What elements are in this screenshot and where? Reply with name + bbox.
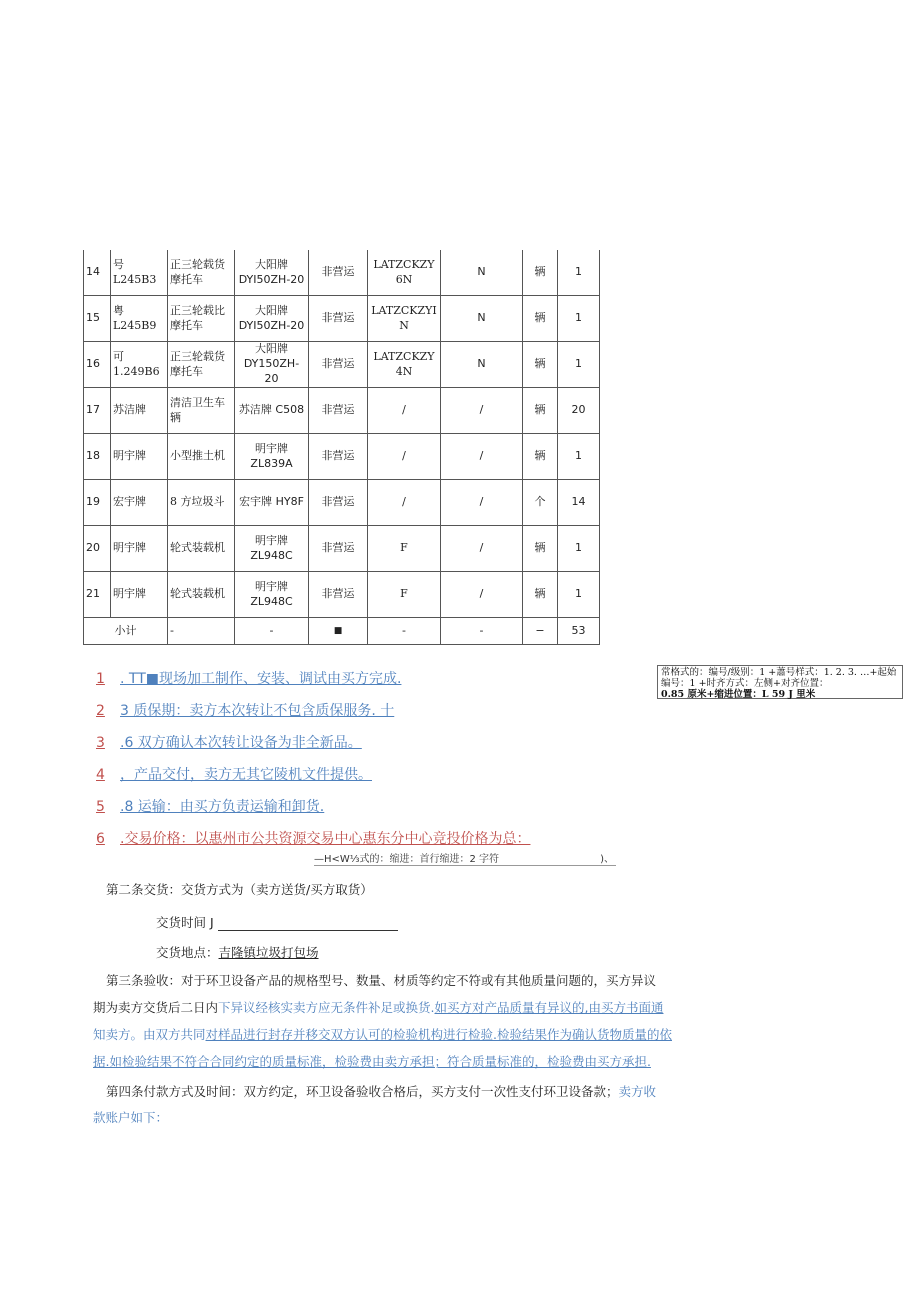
cell-use: 非营运: [309, 250, 368, 296]
table-row: [84, 250, 600, 296]
cell-unit: 辆: [523, 296, 558, 342]
cell-qty: 1: [558, 572, 600, 618]
cell-unit: 辆: [523, 342, 558, 388]
note-5: 5 .8 运输：由买方负责运输和卸货.: [96, 799, 325, 815]
delivery-time-blank: [218, 918, 398, 931]
cell-brand: 苏洁牌: [111, 388, 168, 434]
cell-brand: 可 1.249B6: [111, 342, 168, 388]
cell-vin: LATZCKZYI N: [368, 296, 441, 342]
cell-vin: F: [368, 526, 441, 572]
table-row: [84, 526, 600, 572]
cell-brand: 明宇牌: [111, 434, 168, 480]
cell-name: 小型推土机: [168, 434, 235, 480]
cell-model: 宏宇牌 HY8F: [235, 480, 309, 526]
cell-no: 18: [84, 434, 111, 480]
cell-unit: 辆: [523, 526, 558, 572]
cell-extra: /: [441, 526, 523, 572]
cell-brand: 粤 L245B9: [111, 296, 168, 342]
note-4: 4 ，产品交付，卖方无其它陵机文件提供。: [96, 767, 372, 783]
note-1: 1 . TT■现场加工制作、安装、调试由买方完成.: [96, 671, 402, 687]
cell-no: 19: [84, 480, 111, 526]
subtotal-extra: -: [441, 618, 523, 645]
table-row: [84, 296, 600, 342]
cell-qty: 1: [558, 342, 600, 388]
cell-brand: 明宇牌: [111, 526, 168, 572]
cell-no: 14: [84, 250, 111, 296]
delivery-time: 交货时间 J: [156, 913, 398, 931]
cell-extra: N: [441, 250, 523, 296]
comment-line-2: 编号：1 +时齐方式：左侧+对齐位置：: [661, 678, 829, 689]
subtotal-qty: 53: [558, 618, 600, 645]
cell-use: 非营运: [309, 480, 368, 526]
cell-name: 8 方垃圾斗: [168, 480, 235, 526]
cell-model: 明宇牌 ZL948C: [235, 572, 309, 618]
cell-brand: 宏宇牌: [111, 480, 168, 526]
cell-unit: 辆: [523, 250, 558, 296]
table-row: [84, 480, 600, 526]
cell-extra: /: [441, 480, 523, 526]
cell-name: 清洁卫生车辆: [168, 388, 235, 434]
note-3: 3 .6 双方确认本次转让设备为非全新品。: [96, 735, 362, 751]
cell-vin: /: [368, 480, 441, 526]
article2-title: 第二条交货：交货方式为（卖方送货/买方取货）: [106, 882, 373, 897]
table-row: [84, 434, 600, 480]
cell-extra: /: [441, 388, 523, 434]
cell-extra: N: [441, 342, 523, 388]
note-2: 2 3 质保期：卖方本次转让不包含质保服务. 十: [96, 703, 395, 719]
cell-no: 16: [84, 342, 111, 388]
cell-model: 大阳牌 DYI50ZH-20: [235, 250, 309, 296]
table-row: [84, 388, 600, 434]
article4-line2: 款账户如下：: [93, 1110, 169, 1125]
cell-use: 非营运: [309, 526, 368, 572]
article3-line2: 期为卖方交货后二日内下异议经核实卖方应无条件补足或换货.如买方对产品质量有异议的,由买方书面通: [93, 1000, 664, 1015]
cell-qty: 14: [558, 480, 600, 526]
equipment-table: [83, 250, 600, 645]
cell-qty: 1: [558, 296, 600, 342]
delivery-place: 交货地点：吉隆镇垃圾打包场: [156, 945, 319, 960]
cell-name: 正三轮载比摩托车: [168, 296, 235, 342]
cell-model: 大阳牌 DYI50ZH-20: [235, 296, 309, 342]
subtotal-label: 小计: [84, 618, 168, 645]
cell-no: 20: [84, 526, 111, 572]
cell-model: 明宇牌 ZL948C: [235, 526, 309, 572]
cell-name: 轮式装载机: [168, 526, 235, 572]
cell-unit: 个: [523, 480, 558, 526]
cell-use: 非营运: [309, 388, 368, 434]
cell-vin: /: [368, 434, 441, 480]
cell-qty: 20: [558, 388, 600, 434]
cell-vin: /: [368, 388, 441, 434]
subtotal-unit: −: [523, 618, 558, 645]
cell-unit: 辆: [523, 388, 558, 434]
note-6: 6 .交易价格：以惠州市公共资源交易中心惠东分中心竞投价格为总：: [96, 831, 531, 847]
cell-vin: LATZCKZY 6N: [368, 250, 441, 296]
cell-extra: /: [441, 434, 523, 480]
cell-use: 非营运: [309, 342, 368, 388]
cell-use: 非营运: [309, 296, 368, 342]
cell-name: 轮式装载机: [168, 572, 235, 618]
cell-vin: F: [368, 572, 441, 618]
cell-model: 苏洁牌 C508: [235, 388, 309, 434]
article4-line1: 第四条付款方式及时间：双方约定，环卫设备验收合格后，买方支付一次性支付环卫设备款；卖方收: [106, 1084, 657, 1099]
table-row: [84, 342, 600, 388]
article3-line1: 第三条验收：对于环卫设备产品的规格型号、数量、材质等约定不符或有其他质量问题的，买方异议: [106, 973, 657, 988]
cell-use: 非营运: [309, 434, 368, 480]
cell-qty: 1: [558, 526, 600, 572]
comment-line-1: 常格式的：编号/级别：1 +蕭号样式：1. 2. 3. …+起始: [661, 667, 897, 678]
subtotal-vin: -: [368, 618, 441, 645]
cell-no: 17: [84, 388, 111, 434]
cell-unit: 辆: [523, 572, 558, 618]
article3-line4: 据.如检验结果不符合合同约定的质量标准，检验费由卖方承担；符合质量标准的，检验费由买方承担.: [93, 1054, 651, 1069]
cell-extra: /: [441, 572, 523, 618]
cell-unit: 辆: [523, 434, 558, 480]
cell-name: 正三轮载货摩托车: [168, 250, 235, 296]
cell-name: 正三轮载货摩托车: [168, 342, 235, 388]
format-note: —H<W⅓式的：缩进：首行缩进：2 字符 )、: [314, 850, 616, 866]
cell-model: 明宇牌 ZL839A: [235, 434, 309, 480]
cell-model: 大阳牌 DY150ZH-20: [235, 342, 309, 388]
cell-brand: 明宇牌: [111, 572, 168, 618]
article3-line3: 知卖方。由双方共同对样品进行封存并移交双方认可的检验机构进行检验.检验结果作为确认货物质量的依: [93, 1027, 672, 1042]
subtotal-use: ■: [309, 618, 368, 645]
cell-no: 21: [84, 572, 111, 618]
format-comment-box: [657, 665, 903, 699]
subtotal-name: -: [168, 618, 235, 645]
cell-vin: LATZCKZY 4N: [368, 342, 441, 388]
table-row: [84, 572, 600, 618]
subtotal-model: -: [235, 618, 309, 645]
comment-line-3: 0.85 原米+缩进位置：L 59 J 里米: [661, 689, 816, 700]
cell-qty: 1: [558, 434, 600, 480]
cell-no: 15: [84, 296, 111, 342]
cell-use: 非营运: [309, 572, 368, 618]
cell-brand: 号 L245B3: [111, 250, 168, 296]
subtotal-row: [84, 618, 600, 645]
cell-extra: N: [441, 296, 523, 342]
cell-qty: 1: [558, 250, 600, 296]
